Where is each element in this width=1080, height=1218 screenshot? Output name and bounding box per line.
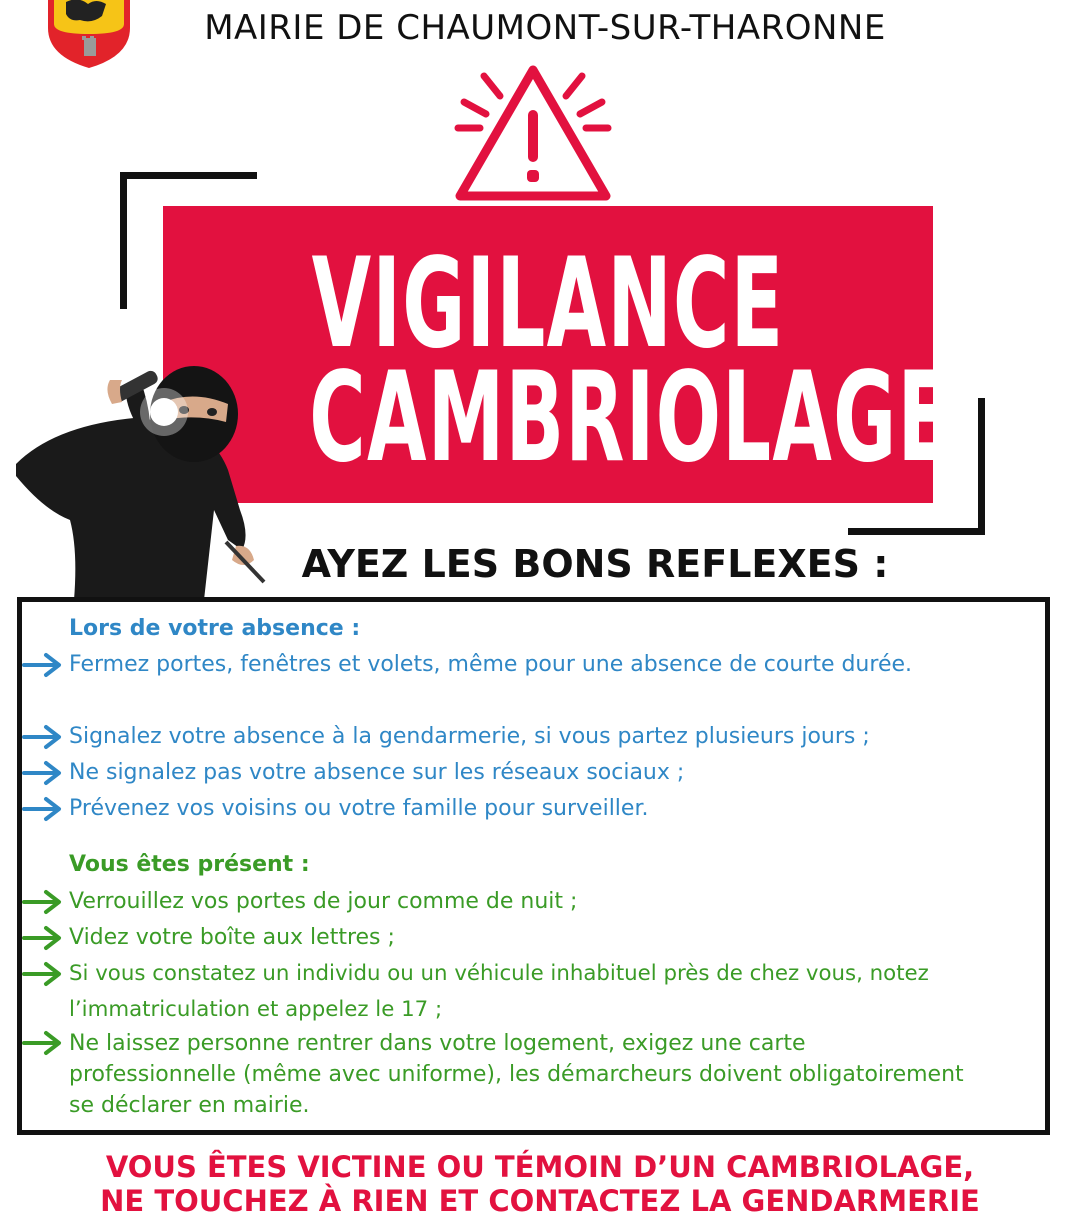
coat-of-arms-icon <box>44 0 134 68</box>
right-arrow-icon <box>22 961 64 987</box>
banner-title-line2: CAMBRIOLAGE <box>309 346 952 490</box>
right-arrow-icon <box>22 652 64 678</box>
right-arrow-icon <box>22 796 64 822</box>
present-item-4: Ne laissez personne rentrer dans votre logement, exigez une carte professionnelle (même avec uniforme), les démarcheurs doivent obligatoirement se déclarer en mairie. <box>69 1031 964 1118</box>
right-arrow-icon <box>22 760 64 786</box>
absence-item-1: Fermez portes, fenêtres et volets, même pour une absence de courte durée. <box>69 652 913 677</box>
title-banner <box>163 206 952 503</box>
warning-triangle-icon <box>450 62 616 204</box>
right-arrow-icon <box>22 925 64 951</box>
town-hall-title: MAIRIE DE CHAUMONT-SUR-THARONNE <box>204 8 886 48</box>
frame-corner-top-left-v <box>120 172 127 309</box>
absence-item-3: Ne signalez pas votre absence sur les réseaux sociaux ; <box>69 760 685 785</box>
present-heading: Vous êtes présent : <box>69 852 310 877</box>
absence-heading: Lors de votre absence : <box>69 616 361 641</box>
present-item-3: Si vous constatez un individu ou un véhicule inhabituel près de chez vous, notez l’immatriculation et appelez le 17 ; <box>69 961 929 1022</box>
frame-corner-bottom-right-h <box>848 528 985 535</box>
right-arrow-icon <box>22 724 64 750</box>
right-arrow-icon <box>22 1030 64 1056</box>
good-reflexes-heading: AYEZ LES BONS REFLEXES : <box>301 542 889 586</box>
present-item-2: Videz votre boîte aux lettres ; <box>69 925 395 950</box>
banner-title-line1: VIGILANCE <box>311 232 785 376</box>
burglar-illustration <box>14 360 274 600</box>
present-item-1: Verrouillez vos portes de jour comme de nuit ; <box>69 889 578 914</box>
frame-corner-top-left-h <box>120 172 257 179</box>
footer-line-1: VOUS ÊTES VICTINE OU TÉMOIN D’UN CAMBRIOLAGE, <box>105 1150 975 1184</box>
footer-line-2: NE TOUCHEZ À RIEN ET CONTACTEZ LA GENDARMERIE <box>100 1184 980 1218</box>
footer-warning <box>0 1150 1080 1218</box>
frame-corner-bottom-right-v <box>978 398 985 535</box>
absence-item-2: Signalez votre absence à la gendarmerie, si vous partez plusieurs jours ; <box>69 724 870 749</box>
right-arrow-icon <box>22 889 64 915</box>
absence-item-4: Prévenez vos voisins ou votre famille pour surveiller. <box>69 796 649 821</box>
